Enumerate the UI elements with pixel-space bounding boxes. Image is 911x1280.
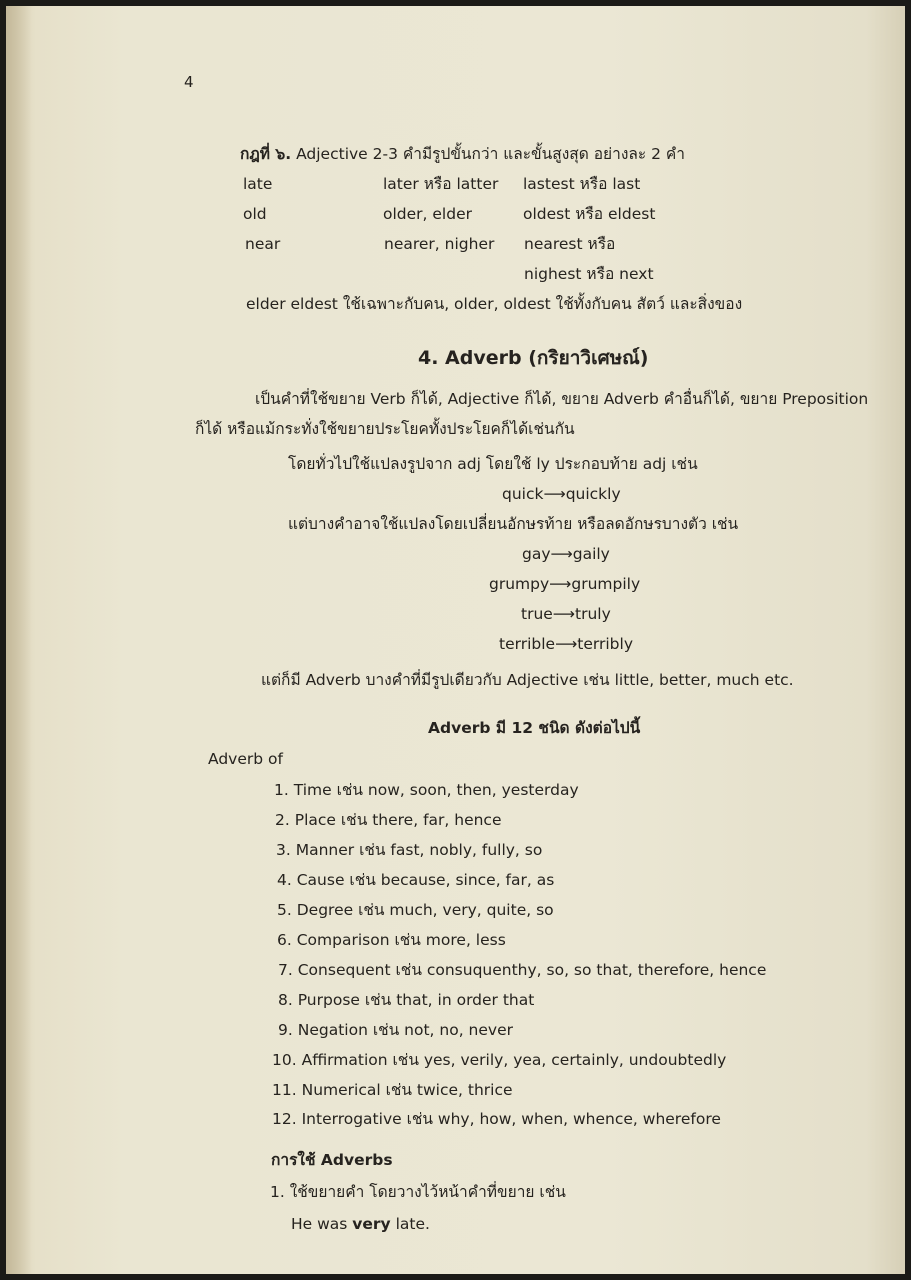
page-number: 4 xyxy=(184,73,194,91)
comparison-base: late xyxy=(243,175,273,193)
list-item-text: Place เช่น there, far, hence xyxy=(294,811,502,829)
list-item-number: 10. xyxy=(272,1051,297,1069)
list-item-number: 9. xyxy=(278,1021,293,1039)
comparison-comparative: nearer, nigher xyxy=(384,235,495,253)
list-item xyxy=(278,1020,513,1040)
list-item-number: 3. xyxy=(276,841,291,859)
list-item-text: Manner เช่น fast, nobly, fully, so xyxy=(295,841,543,859)
comparison-comparative: older, elder xyxy=(383,205,472,223)
example-change: true⟶truly xyxy=(521,605,611,623)
intro-line-1: เป็นคำที่ใช้ขยาย Verb ก็ได้, Adjective ก็ได้, ขยาย Adverb คำอื่นก็ได้, ขยาย Preposition xyxy=(255,390,869,408)
list-item-number: 11. xyxy=(272,1081,297,1099)
rule-6-text: Adjective 2-3 คำมีรูปขั้นกว่า และขั้นสูงสุด อย่างละ 2 คำ xyxy=(296,145,686,163)
usage-heading: การใช้ Adverbs xyxy=(271,1151,393,1169)
list-item-number: 4. xyxy=(277,871,292,889)
list-item-text: Consequent เช่น consuquenthy, so, so that, therefore, hence xyxy=(297,961,767,979)
list-item-text: Interrogative เช่น why, how, when, whence, wherefore xyxy=(301,1110,721,1128)
list-item-number: 2. xyxy=(275,811,290,829)
comparison-superlative: oldest หรือ eldest xyxy=(523,205,656,223)
list-item xyxy=(272,1080,513,1100)
list-item-text: Comparison เช่น more, less xyxy=(296,931,506,949)
list-item-text: Degree เช่น much, very, quite, so xyxy=(296,901,554,919)
list-item xyxy=(278,960,766,980)
list-item-text: Purpose เช่น that, in order that xyxy=(297,991,535,1009)
comparison-base: near xyxy=(245,235,281,253)
list-item xyxy=(274,780,579,800)
comparison-superlative: nearest หรือ xyxy=(524,235,616,253)
list-item-text: Cause เช่น because, since, far, as xyxy=(296,871,555,889)
comparison-superlative: nighest หรือ next xyxy=(524,265,654,283)
example-quick: quick⟶quickly xyxy=(502,485,621,503)
usage-example-before: He was xyxy=(291,1215,353,1233)
list-item-text: Numerical เช่น twice, thrice xyxy=(301,1081,513,1099)
list-item xyxy=(277,900,554,920)
list-item-number: 8. xyxy=(278,991,293,1009)
intro-line-2: ก็ได้ หรือแม้กระทั่งใช้ขยายประโยคทั้งประโยคก็ได้เช่นกัน xyxy=(195,420,575,438)
list-item xyxy=(272,1050,726,1070)
list-item-number: 7. xyxy=(278,961,293,979)
list-item-number: 1. xyxy=(274,781,289,799)
list-item xyxy=(277,870,554,890)
elder-note: elder eldest ใช้เฉพาะกับคน, older, oldest ใช้ทั้งกับคน สัตว์ และสิ่งของ xyxy=(246,295,743,313)
rule-change: แต่บางคำอาจใช้แปลงโดยเปลี่ยนอักษรท้าย หรือลดอักษรบางตัว เช่น xyxy=(288,515,739,533)
list-item-number: 5. xyxy=(277,901,292,919)
example-change: terrible⟶terribly xyxy=(499,635,634,653)
list-item xyxy=(275,810,502,830)
types-heading: Adverb มี 12 ชนิด ดังต่อไปนี้ xyxy=(428,719,641,737)
list-item-number: 6. xyxy=(277,931,292,949)
rule-ly: โดยทั่วไปใช้แปลงรูปจาก adj โดยใช้ ly ประกอบท้าย adj เช่น xyxy=(288,455,698,473)
list-item xyxy=(278,990,534,1010)
example-change: gay⟶gaily xyxy=(522,545,610,563)
usage-1: 1. ใช้ขยายคำ โดยวางไว้หน้าคำที่ขยาย เช่น xyxy=(270,1183,566,1201)
usage-example xyxy=(291,1214,430,1234)
comparison-base: old xyxy=(243,205,267,223)
list-item-text: Affirmation เช่น yes, verily, yea, certainly, undoubtedly xyxy=(301,1051,727,1069)
list-item xyxy=(272,1109,721,1129)
book-page xyxy=(6,6,905,1274)
rule-6-label: กฎที่ ๖. xyxy=(240,145,292,163)
same-form-note: แต่ก็มี Adverb บางคำที่มีรูปเดียวกับ Adjective เช่น little, better, much etc. xyxy=(261,671,794,689)
list-item xyxy=(276,840,542,860)
list-item-text: Time เช่น now, soon, then, yesterday xyxy=(293,781,579,799)
rule-6-line xyxy=(240,144,685,164)
list-item xyxy=(277,930,506,950)
section-heading: 4. Adverb (กริยาวิเศษณ์) xyxy=(418,347,649,369)
example-change: grumpy⟶grumpily xyxy=(489,575,641,593)
comparison-comparative: later หรือ latter xyxy=(383,175,499,193)
usage-example-after: late. xyxy=(390,1215,430,1233)
adverb-of-label: Adverb of xyxy=(208,750,283,768)
list-item-number: 12. xyxy=(272,1110,297,1128)
comparison-superlative: lastest หรือ last xyxy=(523,175,641,193)
usage-example-bold: very xyxy=(352,1215,391,1233)
list-item-text: Negation เช่น not, no, never xyxy=(297,1021,514,1039)
